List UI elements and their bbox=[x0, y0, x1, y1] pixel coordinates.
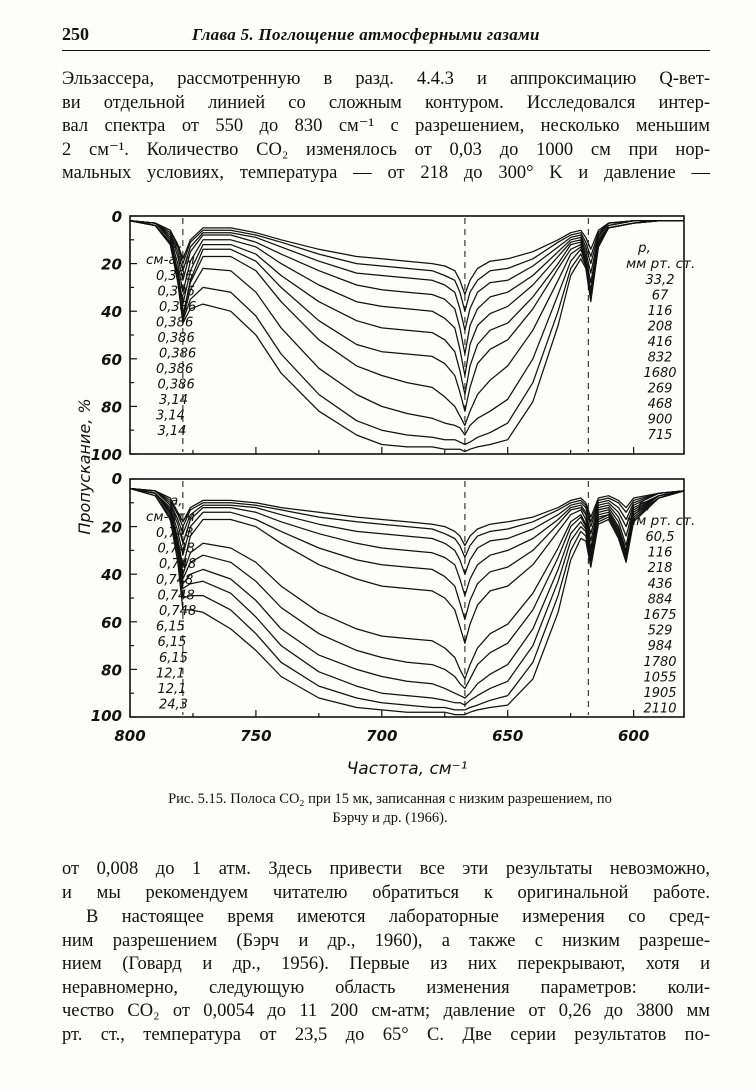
figure-5-15 bbox=[60, 196, 750, 786]
caption-line: Бэрчу и др. (1966). bbox=[332, 810, 448, 826]
spectrum-chart bbox=[60, 196, 750, 786]
a-value: 0,386 bbox=[159, 300, 197, 315]
top-series-line bbox=[130, 221, 684, 435]
a-header: см-атм bbox=[146, 252, 195, 268]
panel-frames bbox=[130, 216, 684, 717]
p-value: 468 bbox=[647, 397, 673, 412]
text-line: неравномерно, следующую область изменения параметров: коли- bbox=[62, 977, 710, 998]
caption-line: Рис. 5.15. Полоса CO₂ при 15 мк, записанная с низким разрешением, по bbox=[168, 791, 612, 807]
a-value: 6,15 bbox=[156, 619, 185, 635]
p-value: 900 bbox=[647, 412, 673, 428]
text-line: и мы рекомендуем читателю обратиться к оригинальной работе. bbox=[62, 882, 710, 903]
a-value: 0,386 bbox=[157, 331, 195, 346]
y-tick-label-top: 20 bbox=[101, 255, 122, 274]
paragraph-3 bbox=[62, 906, 710, 1047]
y-tick-label-bottom: 40 bbox=[101, 566, 122, 585]
p-value: 269 bbox=[647, 381, 673, 397]
p-value: 1675 bbox=[643, 608, 677, 623]
text-line: ним разрешением (Бэрч и др., 1960), а также с низким разреше- bbox=[62, 930, 710, 951]
paragraph-1 bbox=[62, 68, 710, 186]
a-header: a, bbox=[170, 236, 183, 252]
y-tick-label-top: 80 bbox=[101, 398, 122, 417]
x-tick-label: 650 bbox=[492, 727, 524, 745]
bottom-series-line bbox=[130, 489, 684, 596]
a-value: 0,748 bbox=[156, 572, 194, 588]
running-header bbox=[62, 24, 710, 51]
text-line: нием (Говард и др., 1956). Первые из них перекрывают, хотя и bbox=[62, 954, 710, 974]
text-line: Эльзассера, рассмотренную в разд. 4.4.3 и аппроксимацию Q-вет- bbox=[62, 69, 710, 89]
top-series-line bbox=[130, 221, 684, 426]
y-tick-label-top: 100 bbox=[90, 446, 122, 464]
x-tick-label: 700 bbox=[366, 727, 398, 745]
x-tick-label: 800 bbox=[114, 727, 146, 745]
y-axis-label: Пропускание, % bbox=[75, 398, 94, 535]
page-number: 250 bbox=[62, 24, 89, 44]
p-value: 832 bbox=[647, 350, 673, 366]
a-value: 3,14 bbox=[159, 393, 188, 408]
p-value: 529 bbox=[647, 623, 673, 639]
y-tick-label-bottom: 60 bbox=[101, 613, 122, 632]
figure-caption bbox=[90, 790, 690, 828]
p-value: 1680 bbox=[643, 366, 677, 381]
a-value: 12,1 bbox=[157, 682, 187, 697]
top-panel-frame bbox=[130, 216, 684, 454]
p-value: 1780 bbox=[643, 654, 677, 670]
y-tick-label-bottom: 20 bbox=[101, 518, 122, 537]
curves bbox=[130, 221, 684, 715]
x-tick-label: 750 bbox=[240, 727, 272, 745]
a-value: 0,748 bbox=[157, 588, 195, 604]
p-value: 715 bbox=[647, 428, 673, 443]
a-value: 0,748 bbox=[157, 541, 195, 557]
p-value: 33,2 bbox=[645, 273, 675, 288]
a-header: см-атм bbox=[146, 509, 195, 525]
p-value: 208 bbox=[647, 319, 673, 335]
p-value: 2110 bbox=[643, 701, 677, 717]
a-value: 0,386 bbox=[156, 362, 194, 377]
text-line: рт. ст., температура от 23,5 до 65° С. Две серии результатов по- bbox=[62, 1024, 710, 1045]
a-value: 0,748 bbox=[159, 557, 197, 573]
text-line: ви отдельной линией со сложным контуром. Исследовался интер- bbox=[62, 92, 710, 113]
top-series-line bbox=[130, 221, 684, 452]
top-series-line bbox=[130, 221, 684, 395]
a-value: 0,386 bbox=[157, 377, 195, 393]
y-tick-label-bottom: 0 bbox=[111, 470, 122, 488]
a-value: 0,386 bbox=[156, 269, 194, 284]
a-value: 0,748 bbox=[159, 604, 197, 619]
a-value: 0,748 bbox=[156, 526, 194, 541]
y-tick-label-top: 60 bbox=[101, 350, 122, 369]
y-tick-label-top: 0 bbox=[111, 208, 122, 226]
p-value: 1905 bbox=[643, 686, 677, 701]
a-value: 6,15 bbox=[157, 635, 187, 651]
text-line: чество CO₂ от 0,0054 до 11 200 см-атм; давление от 0,26 до 3800 мм bbox=[62, 1001, 710, 1021]
y-tick-label-bottom: 80 bbox=[101, 661, 122, 680]
p-value: 218 bbox=[647, 561, 673, 577]
p-header: p, bbox=[638, 497, 651, 513]
y-tick-label-top: 40 bbox=[101, 303, 122, 322]
a-value: 24,3 bbox=[159, 697, 188, 713]
p-header: мм рт. ст. bbox=[626, 513, 696, 529]
p-value: 984 bbox=[647, 639, 673, 655]
p-header: p, bbox=[638, 240, 651, 256]
p-value: 416 bbox=[647, 335, 673, 350]
a-value: 0,386 bbox=[156, 315, 194, 331]
text-line: от 0,008 до 1 атм. Здесь привести все эти результаты невозможно, bbox=[62, 859, 710, 879]
p-value: 436 bbox=[647, 576, 673, 592]
a-value: 3,14 bbox=[157, 424, 187, 439]
text-line: вал спектра от 550 до 830 см⁻¹ с разрешением, несколько меньшим bbox=[62, 116, 710, 136]
text-line: В настоящее время имеются лабораторные измерения со сред- bbox=[86, 907, 710, 927]
p-header: мм рт. ст. bbox=[626, 256, 696, 272]
top-series-line bbox=[130, 221, 684, 445]
paragraph-2 bbox=[62, 858, 710, 905]
bottom-series-line bbox=[130, 489, 684, 575]
a-value: 3,14 bbox=[156, 408, 185, 424]
p-value: 116 bbox=[647, 304, 673, 319]
a-value: 6,15 bbox=[159, 650, 188, 666]
a-value: 12,1 bbox=[156, 666, 185, 682]
running-head-title: Глава 5. Поглощение атмосферными газами bbox=[192, 25, 540, 44]
p-value: 884 bbox=[647, 592, 673, 608]
axis-ticks bbox=[130, 216, 684, 717]
a-header: a, bbox=[170, 493, 183, 509]
p-value: 67 bbox=[651, 288, 669, 304]
x-axis-label: Частота, см⁻¹ bbox=[346, 759, 468, 779]
a-value: 0,306 bbox=[157, 284, 195, 300]
text-line: 2 см⁻¹. Количество CO₂ изменялось от 0,03 до 1000 см при нор- bbox=[62, 139, 710, 160]
p-value: 60,5 bbox=[645, 530, 675, 545]
p-value: 1055 bbox=[643, 670, 677, 686]
x-tick-label: 600 bbox=[617, 727, 650, 745]
p-value: 116 bbox=[647, 545, 673, 561]
text-line: мальных условиях, температура — от 218 до 300° K и давление — bbox=[62, 163, 710, 183]
a-value: 0,386 bbox=[159, 346, 197, 362]
y-tick-label-bottom: 100 bbox=[90, 707, 122, 725]
